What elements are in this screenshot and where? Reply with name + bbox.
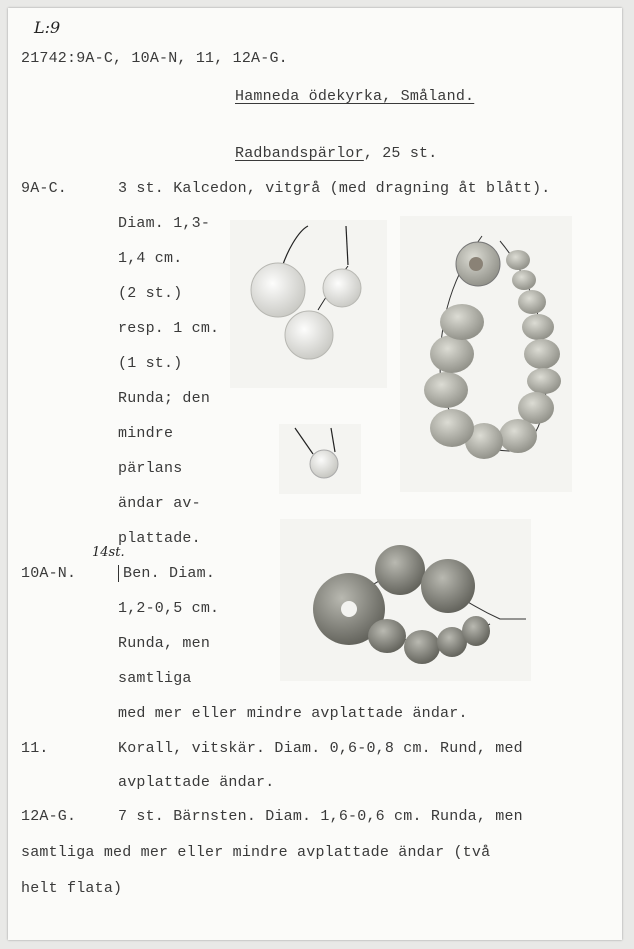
entry-text-line: ändar av- [118, 495, 201, 512]
entry-text-line: (2 st.) [118, 285, 183, 302]
entry-text-line: resp. 1 cm. [118, 320, 220, 337]
catalog-card [8, 8, 622, 940]
photo-chalcedony-beads [230, 220, 387, 388]
entry-text-line: 7 st. Bärnsten. Diam. 1,6-0,6 cm. Runda, men [118, 808, 523, 825]
entry-text-line: Korall, vitskär. Diam. 0,6-0,8 cm. Rund, med [118, 740, 523, 757]
photo-bone-bead-strand [400, 216, 572, 492]
subject-line [235, 145, 437, 162]
catalog-number: 21742:9A-C, 10A-N, 11, 12A-G. [21, 50, 288, 67]
entry-id-9a-c: 9A-C. [21, 180, 68, 197]
entry-text-line: 1,4 cm. [118, 250, 183, 267]
entry-text-line: med mer eller mindre avplattade ändar. [118, 705, 468, 722]
entry-text-line: pärlans [118, 460, 183, 477]
entry-text-line: 3 st. Kalcedon, vitgrå (med dragning åt blått). [118, 180, 551, 197]
entry-id-11: 11. [21, 740, 49, 757]
entry-text-line: mindre [118, 425, 174, 442]
handwritten-count: 14st. [92, 545, 125, 560]
entry-text-line: 1,2-0,5 cm. [118, 600, 220, 617]
entry-text-line: Ben. Diam. [118, 565, 215, 582]
entry-text-line: samtliga [118, 670, 192, 687]
entry-text-line: Runda; den [118, 390, 211, 407]
entry-text-line: avplattade ändar. [118, 774, 275, 791]
entry-id-10a-n: 10A-N. [21, 565, 77, 582]
site-title: Hamneda ödekyrka, Småland. [235, 88, 475, 105]
entry-id-12a-g: 12A-G. [21, 808, 77, 825]
subject-title: Radbandspärlor [235, 145, 364, 162]
entry-text-line: (1 st.) [118, 355, 183, 372]
photo-amber-beads [280, 519, 531, 681]
entry-text-line: Diam. 1,3- [118, 215, 211, 232]
entry-text-line: samtliga med mer eller mindre avplattade ändar (två [21, 844, 491, 861]
photo-coral-bead [279, 424, 361, 494]
subject-count: , 25 st. [363, 145, 438, 162]
entry-text-line: helt flata) [21, 880, 123, 897]
entry-text-line: plattade. [118, 530, 201, 547]
handwritten-mark: L:9 [34, 18, 61, 37]
entry-text-line: Runda, men [118, 635, 211, 652]
